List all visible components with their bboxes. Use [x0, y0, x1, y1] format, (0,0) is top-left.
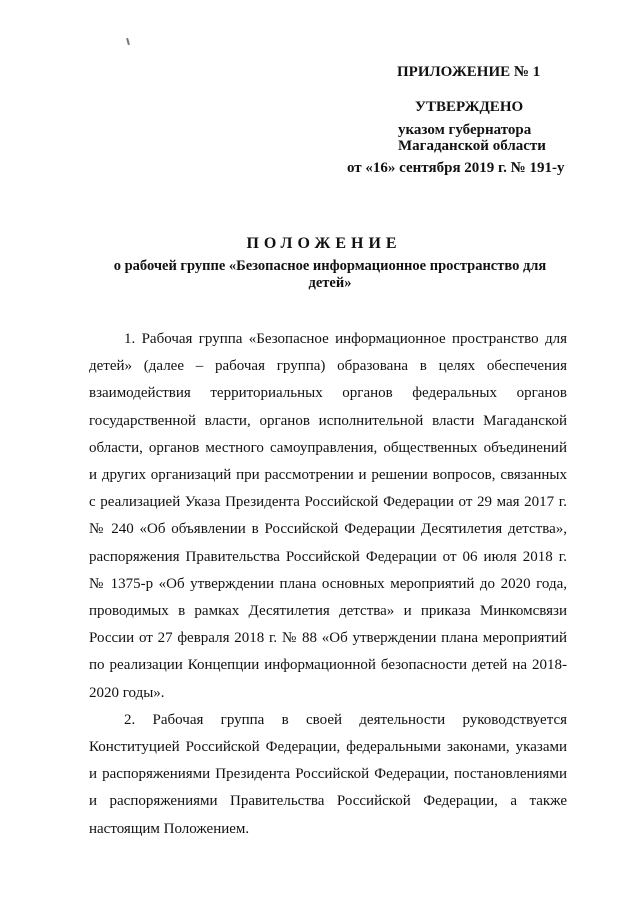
approved-label: УТВЕРЖДЕНО — [415, 99, 524, 115]
decree-line-2: Магаданской области — [398, 138, 546, 154]
document-title: ПОЛОЖЕНИЕ — [246, 235, 402, 252]
paragraph-1: 1. Рабочая группа «Безопасное информационное пространство для детей» (далее – рабочая группа) образована в целях обеспечения взаимодействия территориальных органов федеральных органов государственной власти, органов исполнительной власти Магаданской области, органов местного самоуправления, общественных объединений и других организаций при рассмотрении и решении вопросов, связанных с реализацией Указа Президента Российской Федерации от 29 мая 2017 г. № 240 «Об объявлении в Российской Федерации Десятилетия детства», распоряжения Правительства Российской Федерации от 06 июля 2018 г. № 1375-р «Об утверждении плана основных мероприятий до 2020 года, проводимых в рамках Десятилетия детства» и приказа Минкомсвязи России от 27 февраля 2018 г. № 88 «Об утверждении плана мероприятий по реализации Концепции информационной безопасности детей на 2018-2020 годы». — [89, 331, 567, 701]
appendix-label: ПРИЛОЖЕНИЕ № 1 — [397, 64, 541, 80]
document-body — [89, 326, 567, 843]
scan-mark — [126, 38, 130, 45]
document-subtitle: о рабочей группе «Безопасное информационное пространство для детей» — [113, 258, 547, 291]
decree-line-1: указом губернатора — [398, 122, 532, 138]
decree-date: от «16» сентября 2019 г. № 191-у — [347, 160, 565, 176]
paragraph-2: 2. Рабочая группа в своей деятельности руководствуется Конституцией Российской Федерации, федеральными законами, указами и распоряжениями Президента Российской Федерации, постановлениями и распоряжениями Правительства Российской Федерации, а также настоящим Положением. — [89, 711, 567, 837]
